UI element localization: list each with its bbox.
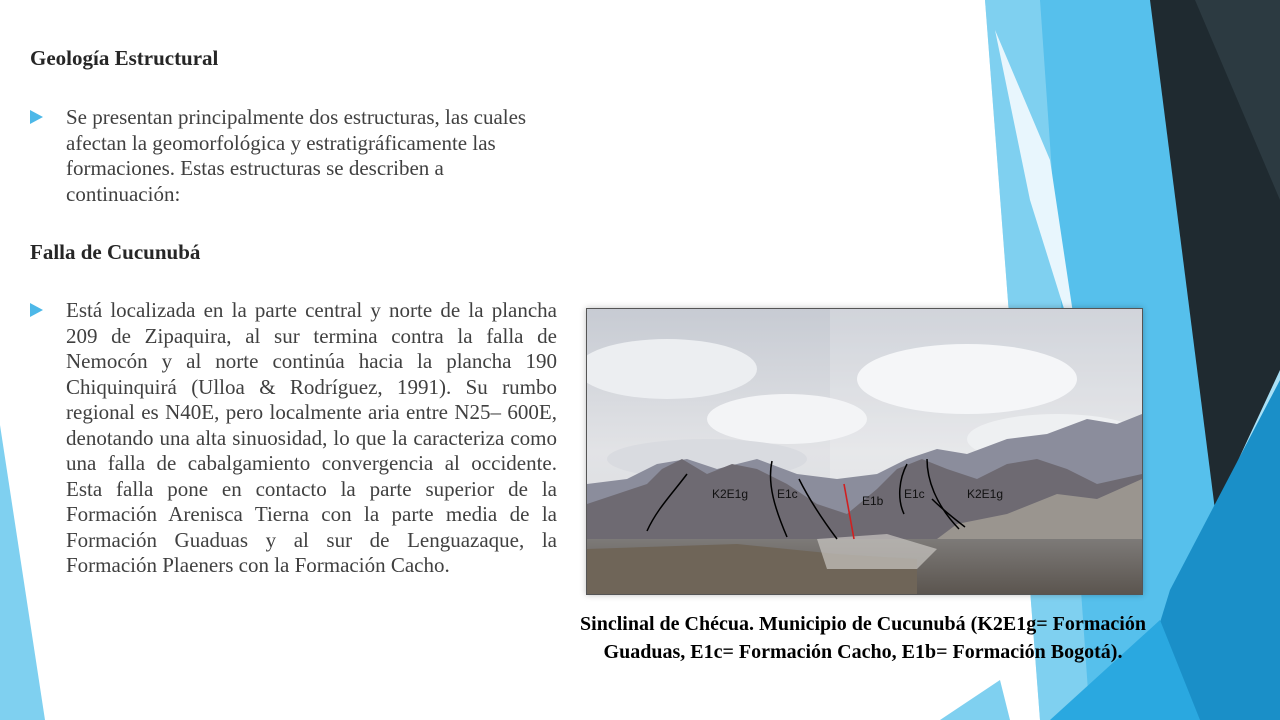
section-heading-geologia-estructural: Geología Estructural <box>30 46 219 70</box>
label-e1c-left: E1c <box>777 487 798 501</box>
landscape-photo-illustration <box>587 309 1142 594</box>
triangle-bullet-icon <box>30 303 43 317</box>
label-k2e1g-left: K2E1g <box>712 487 749 501</box>
geology-photo-sinclinal-checua <box>586 308 1143 595</box>
deco-thin-strip <box>940 680 1010 720</box>
label-k2e1g-right: K2E1g <box>967 487 1004 501</box>
cloud <box>857 344 1077 414</box>
bullet-point-estructuras <box>30 105 536 207</box>
bullet-text-falla-description: Está localizada en la parte central y norte de la plancha 209 de Zipaquira, al sur termina contra la falla de Nemocón y al norte continúa hacia la plancha 190 Chiquinquirá (Ulloa & Rodríguez, 1991). Su rumbo regional es N40E, pero localmente aria entre N25– 600E, denotando una alta sinuosidad, lo que la caracteriza como una falla de cabalgamiento convergencia al occidente. Esta falla pone en contacto la parte superior de la Formación Arenisca Tierna con la parte media de la Formación Guaduas y al sur de Lenguazaque, la Formación Plaeners con la Formación Cacho. <box>66 298 557 577</box>
cloud <box>707 394 867 444</box>
bullet-text-estructuras: Se presentan principalmente dos estructuras, las cuales afectan la geomorfológica y estratigráficamente las formaciones. Estas estructuras se describen a continuación: <box>66 105 527 206</box>
section-heading-falla-cucunuba: Falla de Cucunubá <box>30 240 201 264</box>
label-e1b: E1b <box>862 494 884 508</box>
triangle-bullet-icon <box>30 110 43 124</box>
label-e1c-right: E1c <box>904 487 925 501</box>
bullet-point-falla-description <box>30 298 557 579</box>
photo-caption: Sinclinal de Chécua. Municipio de Cucunubá (K2E1g= Formación Guaduas, E1c= Formación Cacho, E1b= Formación Bogotá). <box>580 613 1146 663</box>
